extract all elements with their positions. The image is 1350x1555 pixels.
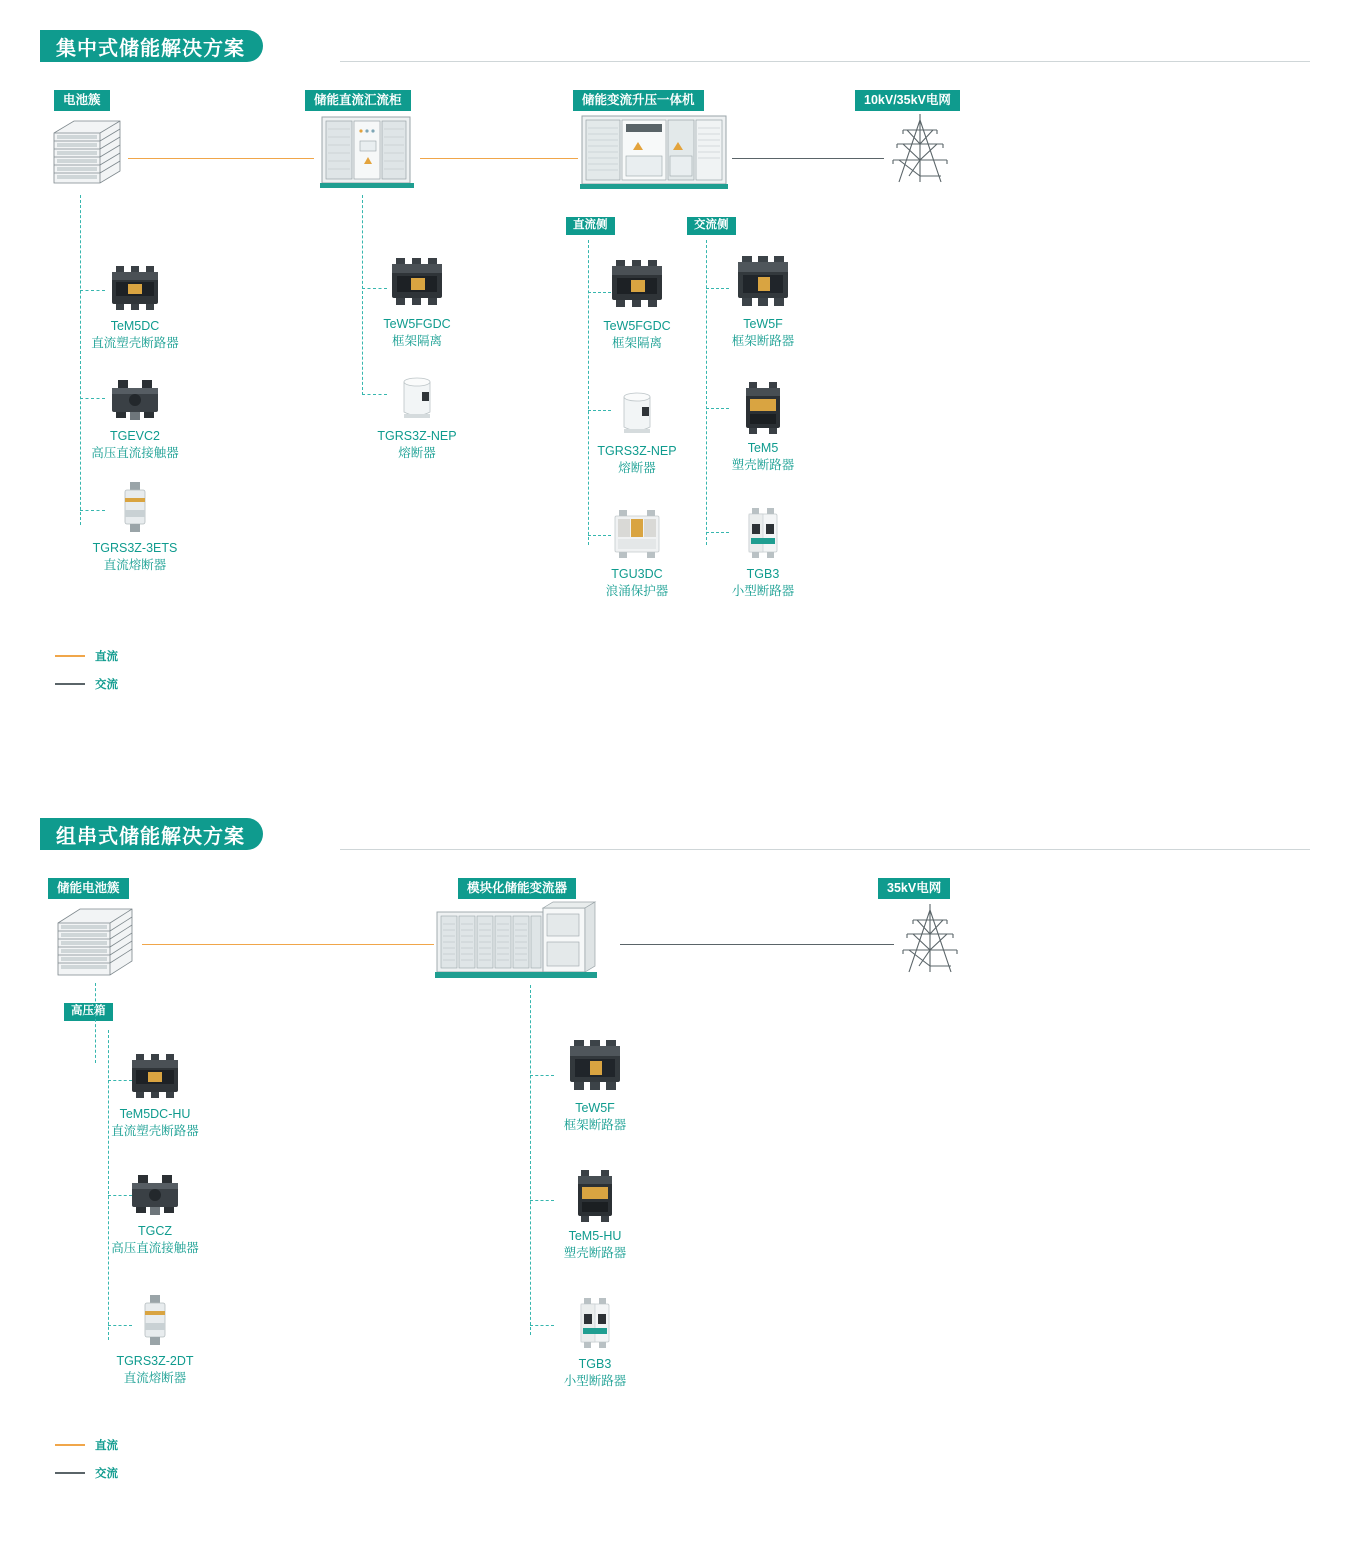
product-desc: 高压直流接触器 <box>111 1240 199 1255</box>
legend-label-dc: 直流 <box>95 651 118 663</box>
mccb-icon <box>80 1038 230 1100</box>
product-name: TGRS3Z-NEP <box>377 429 457 443</box>
legend-label-ac-2: 交流 <box>95 1468 118 1480</box>
product-name: TGRS3Z-3ETS <box>92 541 178 555</box>
legend-swatch-ac-icon <box>55 1472 85 1474</box>
node-dc-side: 直流侧 <box>566 217 615 235</box>
dc-line-combiner-to-pcs <box>420 158 578 159</box>
node-grid-35kv: 35kV电网 <box>878 878 950 899</box>
node-dc-combiner: 储能直流汇流柜 <box>305 90 411 111</box>
node-pcs-transformer: 储能变流升压一体机 <box>573 90 704 111</box>
node-modular-pcs: 模块化储能变流器 <box>458 878 576 899</box>
legend-swatch-dc-icon <box>55 655 85 657</box>
ac-line-pcs-to-grid <box>732 158 884 159</box>
product-tem5dc <box>60 250 210 352</box>
product-desc: 塑壳断路器 <box>563 1245 627 1260</box>
acb-dark-icon <box>688 248 838 310</box>
legend-swatch-ac-icon <box>55 683 85 685</box>
product-desc: 直流熔断器 <box>103 557 167 572</box>
power-pylon-graphic-2 <box>895 900 965 980</box>
acb-icon <box>342 248 492 310</box>
product-desc: 熔断器 <box>398 445 436 460</box>
node-hv-box: 高压箱 <box>64 1003 113 1021</box>
fuse-icon <box>80 1285 230 1347</box>
dc-line-battery-to-pcs-2 <box>142 944 434 945</box>
product-desc: 框架隔离 <box>391 333 442 348</box>
product-tgrs3z-2dt <box>80 1285 230 1387</box>
product-tgevc2 <box>60 360 210 462</box>
mccb-icon <box>60 250 210 312</box>
legend-section-2 <box>55 1435 118 1483</box>
product-desc: 熔断器 <box>618 460 656 475</box>
product-name: TGRS3Z-2DT <box>116 1354 194 1368</box>
product-tem5-hu <box>520 1160 670 1262</box>
product-desc: 框架断路器 <box>563 1117 627 1132</box>
dc-line-battery-to-combiner <box>128 158 314 159</box>
node-storage-battery-cluster: 储能电池簇 <box>48 878 129 899</box>
legend-label-dc-2: 直流 <box>95 1440 118 1452</box>
battery-rack-graphic-2 <box>52 903 140 983</box>
product-name: TeW5F <box>743 317 783 331</box>
section-2-header <box>40 818 263 850</box>
product-tew5fgdc-combiner <box>342 248 492 350</box>
product-tem5 <box>688 372 838 474</box>
product-name: TeW5FGDC <box>383 317 451 331</box>
legend-row-dc-2 <box>55 1435 118 1455</box>
section-1-rule <box>340 61 1310 62</box>
product-tgb3 <box>688 498 838 600</box>
node-grid-10-35kv: 10kV/35kV电网 <box>855 90 960 111</box>
product-tew5f <box>688 248 838 350</box>
product-tgcz <box>80 1155 230 1257</box>
contactor-icon <box>80 1155 230 1217</box>
legend-row-ac-2 <box>55 1463 118 1483</box>
battery-rack-graphic <box>48 115 126 190</box>
product-tgrs3z-3ets <box>60 472 210 574</box>
mcb-icon <box>688 498 838 560</box>
legend-row-ac <box>55 674 118 694</box>
legend-section-1 <box>55 646 118 694</box>
product-tgrs3z-nep-combiner <box>342 360 492 462</box>
mccb-dark-icon <box>688 372 838 434</box>
power-pylon-graphic <box>885 110 955 190</box>
product-name: TeM5DC-HU <box>119 1107 191 1121</box>
cylindrical-fuse-icon <box>342 360 492 422</box>
product-name: TGB3 <box>578 1357 612 1371</box>
legend-swatch-dc-icon <box>55 1444 85 1446</box>
section-2-title: 组串式储能解决方案 <box>40 818 263 850</box>
product-name: TGU3DC <box>611 567 663 581</box>
product-name: TeM5 <box>747 441 779 455</box>
node-ac-side: 交流侧 <box>687 217 736 235</box>
product-name: TGCZ <box>137 1224 173 1238</box>
product-tem5dc-hu <box>80 1038 230 1140</box>
product-desc: 直流塑壳断路器 <box>91 335 179 350</box>
mccb-dark-icon <box>520 1160 670 1222</box>
dc-combiner-cabinet-graphic <box>318 113 418 193</box>
section-1-header <box>40 30 263 62</box>
product-desc: 直流塑壳断路器 <box>111 1123 199 1138</box>
product-name: TGB3 <box>746 567 780 581</box>
product-name: TeM5DC <box>110 319 160 333</box>
product-tew5f-2 <box>520 1032 670 1134</box>
product-desc: 高压直流接触器 <box>91 445 179 460</box>
product-desc: 小型断路器 <box>563 1373 627 1388</box>
pcs-integrated-machine-graphic <box>580 112 728 194</box>
ac-line-pcs-to-grid-2 <box>620 944 894 945</box>
product-desc: 直流熔断器 <box>123 1370 187 1385</box>
mcb-icon <box>520 1288 670 1350</box>
fuse-icon <box>60 472 210 534</box>
product-desc: 框架隔离 <box>611 335 662 350</box>
legend-row-dc <box>55 646 118 666</box>
modular-pcs-graphic <box>435 900 615 986</box>
section-2-rule <box>340 849 1310 850</box>
node-battery-cluster: 电池簇 <box>54 90 110 111</box>
product-tgb3-2 <box>520 1288 670 1390</box>
legend-label-ac: 交流 <box>95 679 118 691</box>
product-desc: 塑壳断路器 <box>731 457 795 472</box>
acb-dark-icon <box>520 1032 670 1094</box>
product-desc: 浪涌保护器 <box>605 583 669 598</box>
product-desc: 小型断路器 <box>731 583 795 598</box>
section-1-title: 集中式储能解决方案 <box>40 30 263 62</box>
product-name: TGEVC2 <box>109 429 160 443</box>
product-name: TGRS3Z-NEP <box>597 444 677 458</box>
product-desc: 框架断路器 <box>731 333 795 348</box>
product-name: TeW5FGDC <box>603 319 671 333</box>
product-name: TeM5-HU <box>568 1229 622 1243</box>
contactor-icon <box>60 360 210 422</box>
product-name: TeW5F <box>575 1101 615 1115</box>
